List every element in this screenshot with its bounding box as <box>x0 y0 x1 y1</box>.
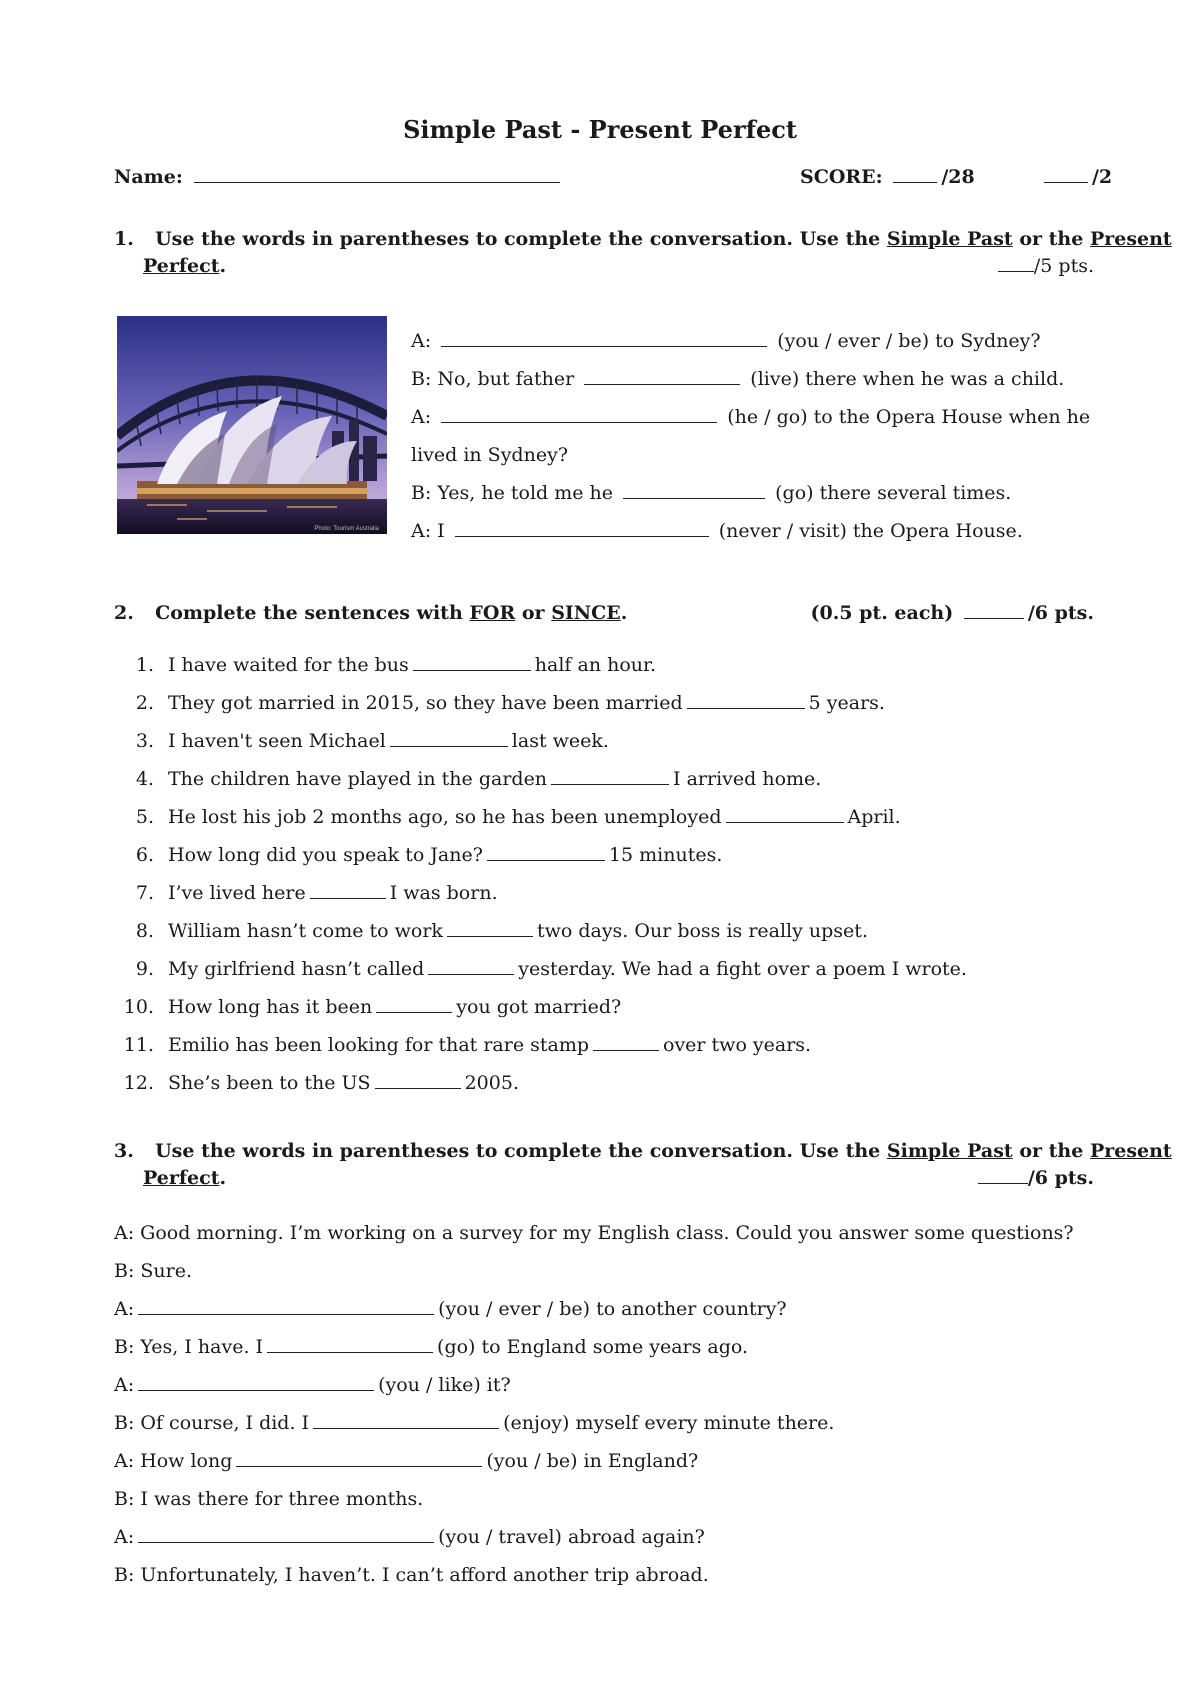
section2-each: (0.5 pt. each) <box>810 602 954 624</box>
s3-line-7-post: (you / be) in England? <box>486 1450 699 1472</box>
s3-blank-6[interactable] <box>313 1426 499 1429</box>
s1-line-2 <box>411 368 1064 390</box>
section2-score-blank[interactable] <box>964 616 1024 619</box>
s2-blank-6[interactable] <box>487 858 605 861</box>
s2-item-7 <box>116 882 498 904</box>
s2-pre-6: How long did you speak to Jane? <box>168 844 483 866</box>
page-title: Simple Past - Present Perfect <box>403 115 797 144</box>
s1-blank-5[interactable] <box>623 496 765 499</box>
s2-pre-2: They got married in 2015, so they have been married <box>168 692 683 714</box>
section2-points: /6 pts. <box>1027 602 1094 624</box>
s2-pre-12: She’s been to the US <box>168 1072 371 1094</box>
score-field <box>800 166 1112 188</box>
s1-line-1 <box>411 330 1041 352</box>
s2-pre-7: I’ve lived here <box>168 882 306 904</box>
s2-blank-12[interactable] <box>375 1086 461 1089</box>
section2-or: or <box>521 602 545 624</box>
s3-line-1-pre: A: Good morning. I’m working on a survey for my English class. Could you answer some questions? <box>114 1222 1074 1244</box>
name-field <box>114 166 564 188</box>
s1-line-5-post: (go) there several times. <box>775 482 1012 504</box>
s2-item-5 <box>116 806 901 828</box>
photo-credit: Photo: Tourism Australia <box>314 526 379 532</box>
bonus-blank[interactable] <box>1044 180 1088 183</box>
s3-line-2-pre: B: Sure. <box>114 1260 193 1282</box>
s1-blank-1[interactable] <box>441 344 767 347</box>
s2-item-3 <box>116 730 609 752</box>
s3-blank-9[interactable] <box>138 1540 434 1543</box>
s3-line-1 <box>114 1222 1074 1244</box>
s2-post-4: I arrived home. <box>673 768 822 790</box>
s2-num-5: 5. <box>135 806 154 828</box>
s3-line-3-post: (you / ever / be) to another country? <box>438 1298 787 1320</box>
s2-num-2: 2. <box>135 692 154 714</box>
section1-dot: . <box>219 255 227 277</box>
s2-pre-10: How long has it been <box>168 996 373 1018</box>
s2-pre-11: Emilio has been looking for that rare stamp <box>168 1034 589 1056</box>
s2-blank-4[interactable] <box>551 782 669 785</box>
s2-blank-8[interactable] <box>447 934 533 937</box>
s3-line-9-post: (you / travel) abroad again? <box>438 1526 705 1548</box>
s3-line-7 <box>114 1450 698 1472</box>
score-bonus: /2 <box>1091 166 1113 188</box>
s2-blank-9[interactable] <box>428 972 514 975</box>
s2-blank-10[interactable] <box>376 1010 452 1013</box>
section1-instruction: Use the words in parentheses to complete the conversation. Use the <box>155 228 881 250</box>
s2-item-2 <box>116 692 885 714</box>
section2-number: 2. <box>114 602 134 624</box>
s2-post-6: 15 minutes. <box>608 844 723 866</box>
s3-line-9-pre: A: <box>114 1526 135 1548</box>
s1-line-2-post: (live) there when he was a child. <box>750 368 1065 390</box>
sydney-opera-house-photo <box>117 316 387 534</box>
s3-line-7-pre: A: How long <box>114 1450 233 1472</box>
s2-item-4 <box>116 768 821 790</box>
section1-number: 1. <box>114 228 134 250</box>
s2-item-6 <box>116 844 722 866</box>
s2-item-1 <box>116 654 656 676</box>
s2-post-11: over two years. <box>663 1034 812 1056</box>
section2-since: SINCE <box>551 602 621 624</box>
score-blank[interactable] <box>893 180 937 183</box>
s1-line-6-pre: A: I <box>411 520 445 542</box>
s1-line-4-pre: lived in Sydney? <box>411 444 569 466</box>
s3-line-3-pre: A: <box>114 1298 135 1320</box>
s2-post-8: two days. Our boss is really upset. <box>536 920 868 942</box>
s2-num-8: 8. <box>135 920 154 942</box>
s2-pre-1: I have waited for the bus <box>168 654 409 676</box>
s2-post-5: April. <box>847 806 901 828</box>
s2-num-7: 7. <box>135 882 154 904</box>
s3-line-8 <box>114 1488 423 1510</box>
s3-blank-3[interactable] <box>138 1312 434 1315</box>
name-label: Name: <box>114 166 183 188</box>
section1-present: Present <box>1089 228 1172 250</box>
section3-or: or the <box>1019 1140 1084 1162</box>
s3-blank-7[interactable] <box>236 1464 482 1467</box>
s3-line-8-pre: B: I was there for three months. <box>114 1488 424 1510</box>
s2-num-4: 4. <box>135 768 154 790</box>
section1-score-blank[interactable] <box>998 269 1034 272</box>
s3-line-4-pre: B: Yes, I have. I <box>114 1336 264 1358</box>
section1-simple-past: Simple Past <box>886 228 1013 250</box>
s3-line-4 <box>114 1336 748 1358</box>
s2-num-6: 6. <box>135 844 154 866</box>
s2-blank-3[interactable] <box>390 744 508 747</box>
s1-blank-3[interactable] <box>441 420 717 423</box>
s1-line-3 <box>411 406 1090 428</box>
section3-dot: . <box>219 1167 227 1189</box>
section3-perfect: Perfect <box>143 1167 220 1189</box>
s1-line-3-post: (he / go) to the Opera House when he <box>727 406 1091 428</box>
s2-num-9: 9. <box>135 958 154 980</box>
s2-num-12: 12. <box>123 1072 154 1094</box>
s2-pre-4: The children have played in the garden <box>168 768 548 790</box>
s1-line-1-post: (you / ever / be) to Sydney? <box>777 330 1041 352</box>
section2-instruction: Complete the sentences with <box>155 602 463 624</box>
s3-line-5 <box>114 1374 511 1396</box>
s2-blank-2[interactable] <box>687 706 805 709</box>
section1-points: /5 pts. <box>1033 255 1094 277</box>
score-label: SCORE: <box>800 166 883 188</box>
s3-blank-5[interactable] <box>138 1388 374 1391</box>
s2-num-3: 3. <box>135 730 154 752</box>
section2-dot: . <box>620 602 628 624</box>
score-total: /28 <box>941 166 975 188</box>
s3-line-6-pre: B: Of course, I did. I <box>114 1412 310 1434</box>
s1-line-1-pre: A: <box>411 330 432 352</box>
s2-pre-8: William hasn’t come to work <box>168 920 443 942</box>
s3-line-4-post: (go) to England some years ago. <box>437 1336 749 1358</box>
section3-points: /6 pts. <box>1027 1167 1094 1189</box>
s2-blank-11[interactable] <box>593 1048 659 1051</box>
section3-present: Present <box>1089 1140 1172 1162</box>
s3-line-9 <box>114 1526 705 1548</box>
section3-number: 3. <box>114 1140 134 1162</box>
s3-line-5-pre: A: <box>114 1374 135 1396</box>
s3-blank-4[interactable] <box>267 1350 433 1353</box>
section3-instruction: Use the words in parentheses to complete the conversation. Use the <box>155 1140 881 1162</box>
s2-post-9: yesterday. We had a fight over a poem I wrote. <box>518 958 967 980</box>
s2-post-2: 5 years. <box>808 692 885 714</box>
s3-line-10-pre: B: Unfortunately, I haven’t. I can’t afford another trip abroad. <box>114 1564 709 1586</box>
s2-pre-3: I haven't seen Michael <box>168 730 386 752</box>
s2-blank-1[interactable] <box>413 668 531 671</box>
s3-line-6 <box>114 1412 834 1434</box>
s1-line-6 <box>411 520 1023 542</box>
section3-heading <box>114 1140 1172 1189</box>
section3-simple-past: Simple Past <box>886 1140 1013 1162</box>
s2-post-10: you got married? <box>456 996 622 1018</box>
s1-blank-2[interactable] <box>584 382 740 385</box>
s2-pre-5: He lost his job 2 months ago, so he has been unemployed <box>168 806 722 828</box>
s2-post-7: I was born. <box>389 882 498 904</box>
s2-post-3: last week. <box>511 730 609 752</box>
s3-line-5-post: (you / like) it? <box>378 1374 511 1396</box>
s2-post-1: half an hour. <box>534 654 657 676</box>
s1-line-5-pre: B: Yes, he told me he <box>411 482 614 504</box>
section3-score-blank[interactable] <box>978 1181 1028 1184</box>
s2-item-11 <box>116 1034 811 1056</box>
s2-pre-9: My girlfriend hasn’t called <box>168 958 425 980</box>
s2-item-10 <box>116 996 621 1018</box>
s3-line-3 <box>114 1298 787 1320</box>
s3-line-2 <box>114 1260 192 1282</box>
s2-num-10: 10. <box>123 996 154 1018</box>
section1-heading <box>114 228 1172 277</box>
s2-item-8 <box>116 920 868 942</box>
s1-line-4 <box>411 444 568 466</box>
section1-perfect: Perfect <box>143 255 220 277</box>
s1-line-5 <box>411 482 1011 504</box>
s3-line-6-post: (enjoy) myself every minute there. <box>503 1412 835 1434</box>
s1-line-2-pre: B: No, but father <box>411 368 575 390</box>
section1-or: or the <box>1019 228 1084 250</box>
s2-num-11: 11. <box>123 1034 154 1056</box>
s1-blank-6[interactable] <box>455 534 709 537</box>
s2-blank-5[interactable] <box>726 820 844 823</box>
s2-blank-7[interactable] <box>310 896 386 899</box>
s2-post-12: 2005. <box>464 1072 519 1094</box>
s1-line-3-pre: A: <box>411 406 432 428</box>
name-blank[interactable] <box>194 180 560 183</box>
s3-line-10 <box>114 1564 709 1586</box>
section2-heading <box>114 602 1094 624</box>
section2-for: FOR <box>469 602 516 624</box>
s1-line-6-post: (never / visit) the Opera House. <box>718 520 1023 542</box>
s2-item-9 <box>116 958 967 980</box>
s2-num-1: 1. <box>135 654 154 676</box>
s2-item-12 <box>116 1072 519 1094</box>
